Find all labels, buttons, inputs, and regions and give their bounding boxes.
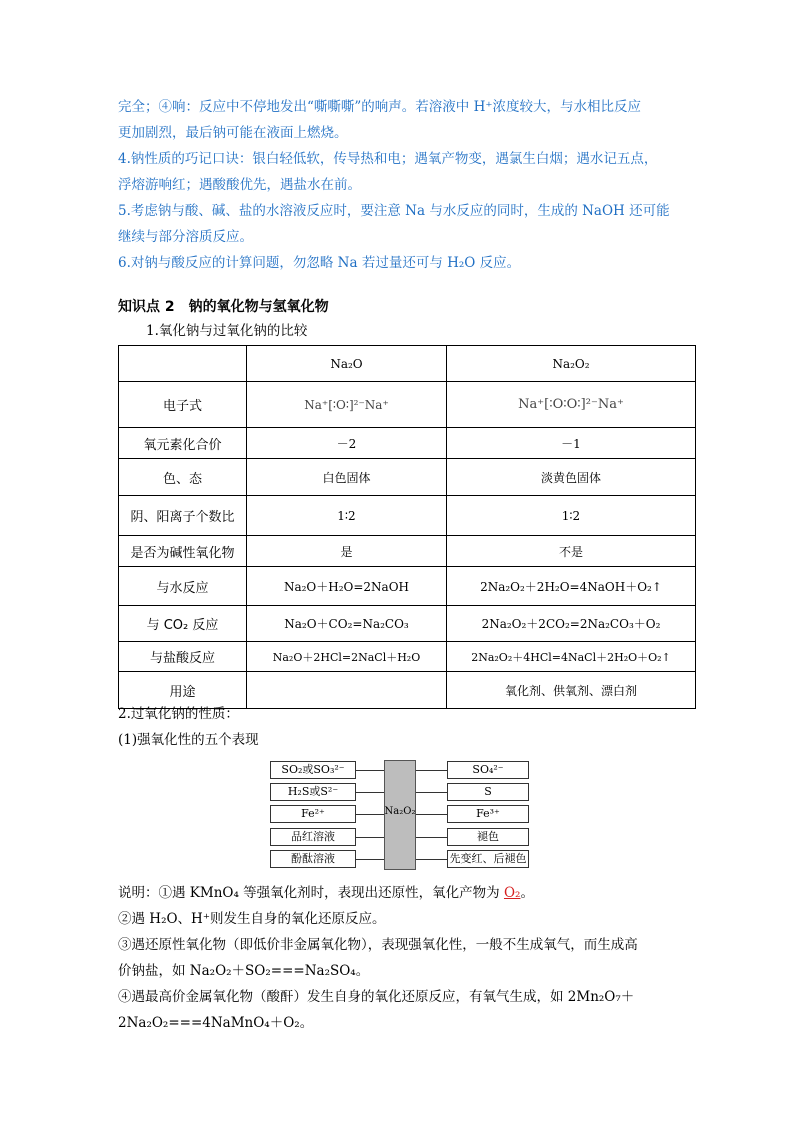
- right-box: Fe³⁺: [447, 805, 529, 823]
- table-header-row: [119, 346, 696, 382]
- row-label: 与盐酸反应: [119, 642, 247, 672]
- electron-dot-formula: Na⁺[∶O∶O∶]²⁻Na⁺: [518, 397, 624, 412]
- header-cell-empty: [119, 346, 247, 382]
- table-cell: Na₂O＋H₂O=2NaOH: [247, 567, 447, 606]
- row-label: 是否为碱性氧化物: [119, 536, 247, 567]
- left-box: SO₂或SO₃²⁻: [270, 761, 356, 779]
- note-line-5: 5.考虑钠与酸、碱、盐的水溶液反应时，要注意 Na 与水反应的同时，生成的 NaOH 还可能: [118, 203, 670, 219]
- table-cell: 2Na₂O₂＋2H₂O=4NaOH＋O₂↑: [447, 567, 696, 606]
- note-line-6: 继续与部分溶质反应。: [118, 229, 253, 245]
- table-cell: 淡黄色固体: [447, 459, 696, 496]
- properties-subtitle: (1)强氧化性的五个表现: [118, 732, 259, 748]
- answer-blank: O₂: [503, 885, 521, 901]
- right-box: 褪色: [447, 828, 529, 846]
- table-cell: 是: [247, 536, 447, 567]
- explanation-line-3: ③遇还原性氧化物（即低价非金属氧化物），表现强氧化性，一般不生成氧气，而生成高: [118, 937, 638, 953]
- center-label: Na₂O₂: [384, 806, 416, 817]
- table-cell: 白色固体: [247, 459, 447, 496]
- table-row: [119, 536, 696, 567]
- table-row: [119, 642, 696, 672]
- note-line-3: 4.钠性质的巧记口诀：银白轻低软，传导热和电；遇氧产物变，遇氯生白烟；遇水记五点，: [118, 151, 658, 167]
- left-box: H₂S或S²⁻: [270, 783, 356, 801]
- section-heading: 知识点 2 钠的氧化物与氢氧化物: [118, 299, 329, 315]
- table-cell: 1∶2: [447, 496, 696, 536]
- row-label: 用途: [119, 672, 247, 709]
- explanation-line-5: ④遇最高价金属氧化物（酸酐）发生自身的氧化还原反应，有氧气生成，如 2Mn₂O₇＋: [118, 989, 635, 1005]
- table-cell: 不是: [447, 536, 696, 567]
- table-cell: －1: [447, 428, 696, 459]
- right-box: S: [447, 783, 529, 801]
- left-box: 品红溶液: [270, 828, 356, 846]
- left-box: 酚酞溶液: [270, 850, 356, 868]
- section-subheading: 1.氧化钠与过氧化钠的比较: [146, 323, 308, 339]
- electron-formula-na2o: [247, 382, 447, 428]
- explanation-line-1: [118, 882, 708, 904]
- table-cell: 氧化剂、供氧剂、漂白剂: [447, 672, 696, 709]
- note-line-2: 更加剧烈，最后钠可能在液面上燃烧。: [118, 125, 348, 141]
- table-cell: －2: [247, 428, 447, 459]
- header-cell-na2o: Na₂O: [247, 346, 447, 382]
- right-box: SO₄²⁻: [447, 761, 529, 779]
- left-box: Fe²⁺: [270, 805, 356, 823]
- table-row: [119, 496, 696, 536]
- table-cell: 2Na₂O₂＋4HCl=4NaCl＋2H₂O＋O₂↑: [447, 642, 696, 672]
- explanation-line-4: 价钠盐，如 Na₂O₂＋SO₂===Na₂SO₄。: [118, 963, 370, 979]
- table-cell: 2Na₂O₂＋2CO₂=2Na₂CO₃＋O₂: [447, 606, 696, 642]
- table-row: [119, 459, 696, 496]
- table-row: [119, 606, 696, 642]
- right-box: 先变红、后褪色: [447, 850, 529, 868]
- row-label: 阴、阳离子个数比: [119, 496, 247, 536]
- row-label: 氧元素化合价: [119, 428, 247, 459]
- table-row: [119, 428, 696, 459]
- table-cell: Na₂O＋2HCl=2NaCl＋H₂O: [247, 642, 447, 672]
- note-line-1: 完全；④响：反应中不停地发出“嘶嘶嘶”的响声。若溶液中 H⁺浓度较大，与水相比反应: [118, 99, 641, 115]
- table-cell: 1∶2: [247, 496, 447, 536]
- electron-formula-na2o2: [447, 382, 696, 428]
- note-line-4: 浮熔游响红；遇酸酸优先，遇盐水在前。: [118, 177, 361, 193]
- row-label: 与水反应: [119, 567, 247, 606]
- properties-title: 2.过氧化钠的性质：: [118, 706, 239, 722]
- row-label: 色、态: [119, 459, 247, 496]
- comparison-table: [118, 345, 696, 709]
- explanation-line-2: ②遇 H₂O、H⁺则发生自身的氧化还原反应。: [118, 911, 386, 927]
- explanation-line-6: 2Na₂O₂===4NaMnO₄＋O₂。: [118, 1015, 314, 1031]
- row-label: 电子式: [119, 382, 247, 428]
- explanation-text: 。: [520, 885, 534, 901]
- table-cell: Na₂O＋CO₂=Na₂CO₃: [247, 606, 447, 642]
- row-label: 与 CO₂ 反应: [119, 606, 247, 642]
- table-row: [119, 382, 696, 428]
- note-line-7: 6.对钠与酸反应的计算问题，勿忽略 Na 若过量还可与 H₂O 反应。: [118, 255, 521, 271]
- table-row: [119, 567, 696, 606]
- explanation-text: 说明：①遇 KMnO₄ 等强氧化剂时，表现出还原性，氧化产物为: [118, 885, 504, 901]
- electron-dot-formula: Na⁺[∶O∶]²⁻Na⁺: [304, 397, 389, 412]
- header-cell-na2o2: Na₂O₂: [447, 346, 696, 382]
